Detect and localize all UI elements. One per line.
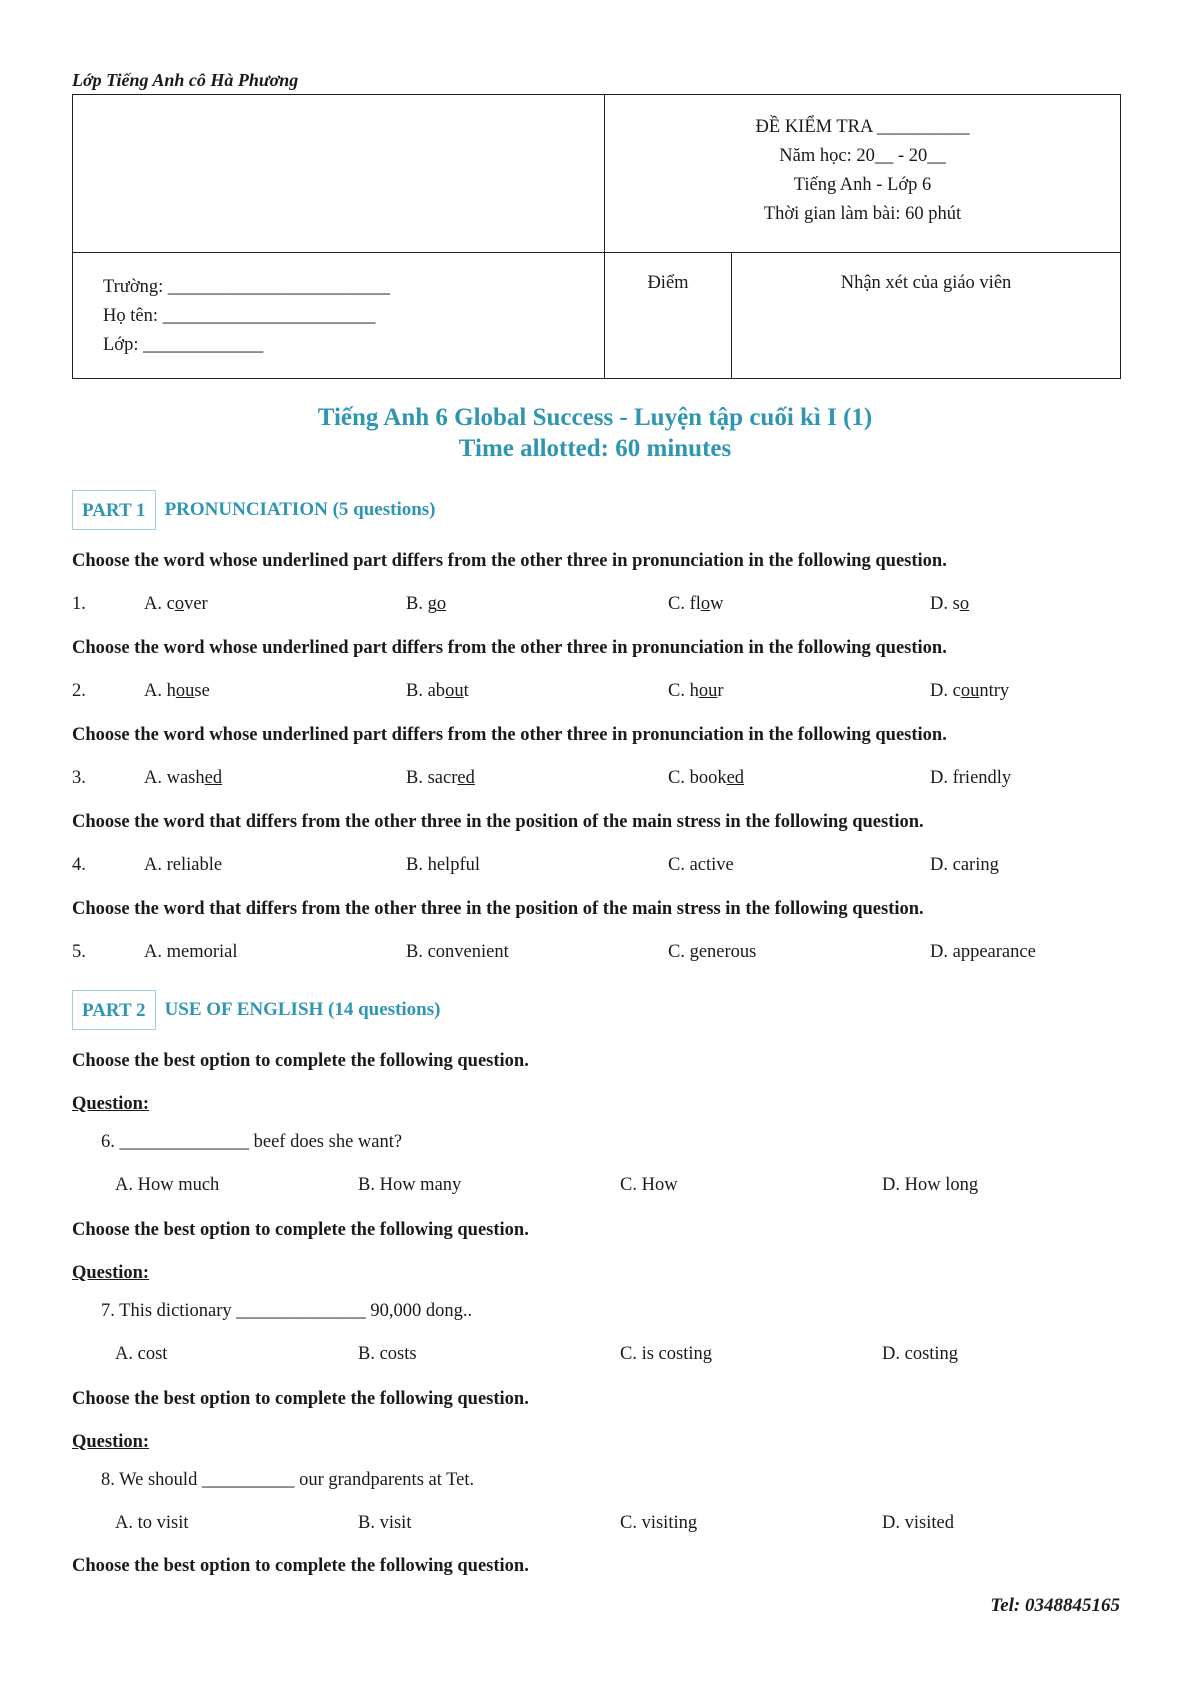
answer-option[interactable]: B. go [406, 594, 447, 614]
question-label: Question: [72, 1432, 150, 1452]
comment-label: Nhận xét của giáo viên [840, 273, 1012, 293]
question-stem: 6. ______________ beef does she want? [101, 1132, 403, 1152]
header-blank-cell [73, 95, 605, 253]
instruction: Choose the word whose underlined part differs from the other three in pronunciation in the following question. [72, 551, 947, 571]
answer-option[interactable]: B. helpful [406, 855, 480, 875]
score-cell [605, 253, 732, 379]
comment-cell [732, 253, 1121, 379]
question-stem: 7. This dictionary ______________ 90,000 dong.. [101, 1301, 473, 1321]
answer-option[interactable]: D. costing [882, 1344, 959, 1364]
title-line-2: Time allotted: 60 minutes [458, 435, 732, 462]
class-name: Lớp Tiếng Anh cô Hà Phương [72, 70, 299, 90]
name-field[interactable]: Họ tên: _______________________ [103, 306, 376, 326]
answer-option[interactable]: A. How much [115, 1175, 220, 1195]
title-line-1: Tiếng Anh 6 Global Success - Luyện tập cuối kì I (1) [317, 404, 873, 431]
question-row [72, 942, 1120, 968]
answer-option[interactable]: D. caring [930, 855, 999, 875]
answer-option[interactable]: B. sacred [406, 768, 475, 788]
question-number: 1. [72, 594, 86, 614]
answer-option[interactable]: C. active [668, 855, 734, 875]
part2-title: USE OF ENGLISH (14 questions) [164, 999, 441, 1020]
answer-option[interactable]: D. so [930, 594, 970, 614]
instruction: Choose the best option to complete the following question. [72, 1220, 529, 1240]
answer-option[interactable]: D. appearance [930, 942, 1036, 962]
answer-option[interactable]: A. cover [144, 594, 208, 614]
part2-header [72, 990, 440, 1030]
answer-option[interactable]: C. hour [668, 681, 724, 701]
answer-option[interactable]: C. flow [668, 594, 724, 614]
underlined-part: o [700, 594, 711, 614]
question-number: 4. [72, 855, 86, 875]
answer-option[interactable]: D. visited [882, 1513, 954, 1533]
question-number: 2. [72, 681, 86, 701]
exam-header-table [72, 94, 1121, 379]
instruction-trailing: Choose the best option to complete the following question. [72, 1556, 529, 1576]
worksheet-title [0, 402, 1190, 464]
instruction: Choose the best option to complete the following question. [72, 1051, 529, 1071]
underlined-part: ou [445, 681, 464, 701]
underlined-part: o [174, 594, 185, 614]
student-info-cell [73, 253, 605, 379]
question-number: 3. [72, 768, 86, 788]
answer-option[interactable]: C. How [620, 1175, 678, 1195]
answer-option[interactable]: C. is costing [620, 1344, 712, 1364]
underlined-part: ou [175, 681, 195, 701]
school-field[interactable]: Trường: ________________________ [103, 277, 390, 297]
underlined-part: ed [204, 768, 223, 788]
options-row [72, 1344, 1120, 1370]
school-year: Năm học: 20__ - 20__ [779, 146, 946, 166]
answer-option[interactable]: D. friendly [930, 768, 1012, 788]
underlined-part: ou [960, 681, 980, 701]
underlined-part: ou [698, 681, 718, 701]
underlined-part: o [436, 594, 447, 614]
part1-header [72, 490, 436, 530]
underlined-part: ed [457, 768, 475, 788]
instruction: Choose the word that differs from the other three in the position of the main stress in the following question. [72, 899, 924, 919]
answer-option[interactable]: A. reliable [144, 855, 223, 875]
exam-info-cell [605, 95, 1121, 253]
answer-option[interactable]: C. visiting [620, 1513, 698, 1533]
question-row [72, 768, 1120, 794]
answer-option[interactable]: A. cost [115, 1344, 168, 1364]
instruction: Choose the word that differs from the other three in the position of the main stress in the following question. [72, 812, 924, 832]
options-row [72, 1513, 1120, 1539]
duration: Thời gian làm bài: 60 phút [763, 204, 962, 224]
class-field[interactable]: Lớp: _____________ [103, 335, 264, 355]
question-number: 5. [72, 942, 86, 962]
part1-title: PRONUNCIATION (5 questions) [164, 499, 436, 520]
subject: Tiếng Anh - Lớp 6 [793, 175, 932, 195]
options-row [72, 1175, 1120, 1201]
answer-option[interactable]: B. visit [358, 1513, 412, 1533]
answer-option[interactable]: A. washed [144, 768, 223, 788]
answer-option[interactable]: A. memorial [144, 942, 238, 962]
question-label: Question: [72, 1263, 150, 1283]
question-stem: 8. We should __________ our grandparents at Tet. [101, 1470, 475, 1490]
answer-option[interactable]: A. house [144, 681, 210, 701]
footer-tel: Tel: 0348845165 [990, 1595, 1120, 1616]
answer-option[interactable]: A. to visit [115, 1513, 189, 1533]
score-label: Điểm [647, 273, 689, 293]
part1-tag: PART 1 [72, 490, 156, 530]
question-label: Question: [72, 1094, 150, 1114]
question-row [72, 594, 1120, 620]
answer-option[interactable]: B. How many [358, 1175, 462, 1195]
answer-option[interactable]: B. costs [358, 1344, 417, 1364]
underlined-part: o [959, 594, 970, 614]
exam-title: ĐỀ KIỂM TRA __________ [755, 117, 970, 137]
instruction: Choose the word whose underlined part differs from the other three in pronunciation in the following question. [72, 725, 947, 745]
answer-option[interactable]: C. generous [668, 942, 757, 962]
answer-option[interactable]: B. about [406, 681, 469, 701]
instruction: Choose the best option to complete the following question. [72, 1389, 529, 1409]
question-row [72, 855, 1120, 881]
question-row [72, 681, 1120, 707]
answer-option[interactable]: D. How long [882, 1175, 979, 1195]
answer-option[interactable]: B. convenient [406, 942, 509, 962]
answer-option[interactable]: C. booked [668, 768, 745, 788]
answer-option[interactable]: D. country [930, 681, 1010, 701]
part2-tag: PART 2 [72, 990, 156, 1030]
instruction: Choose the word whose underlined part differs from the other three in pronunciation in the following question. [72, 638, 947, 658]
underlined-part: ed [726, 768, 745, 788]
